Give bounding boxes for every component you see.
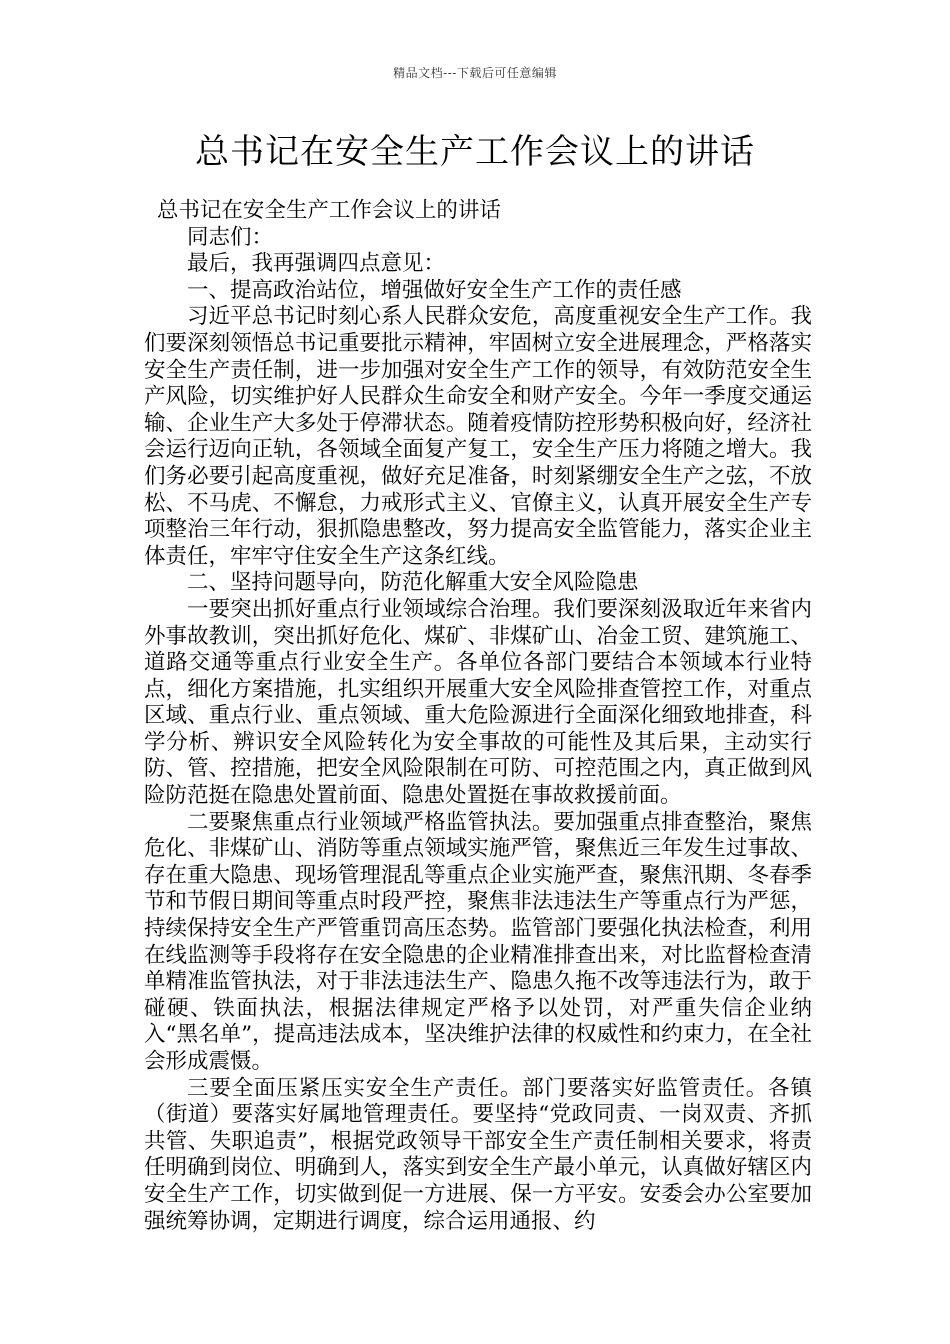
body-paragraph: 习近平总书记时刻心系人民群众安危，高度重视安全生产工作。我们要深刻领悟总书记重要批示精神，牢固树立安全进展理念，严格落实安全生产责任制，进一步加强对安全生产工作的领导，有效防范安全生产风险，切实维护好人民群众生命安全和财产安全。今年一季度交通运输、企业生产大多处于停滞状态。随着疫情防控形势积极向好，经济社会运行迈向正轨，各领域全面复产复工，安全生产压力将随之增大。我们务必要引起高度重视，做好充足准备，时刻紧绷安全生产之弦，不放松、不马虎、不懈怠，力戒形式主义、官僚主义，认真开展安全生产专项整治三年行动，狠抓隐患整改，努力提高安全监管能力，落实企业主体责任，牢牢守住安全生产这条红线。	[144, 304, 812, 569]
subtitle: 总书记在安全生产工作会议上的讲话	[156, 198, 501, 223]
intro-line: 最后，我再强调四点意见：	[187, 251, 446, 277]
section-heading-1: 一、提高政治站位，增强做好安全生产工作的责任感	[187, 277, 682, 303]
section-heading-2: 二、坚持问题导向，防范化解重大安全风险隐患	[187, 570, 639, 596]
header-note: 精品文档---下载后可任意编辑	[393, 66, 557, 80]
salutation: 同志们：	[187, 224, 274, 250]
body-paragraph: 二要聚焦重点行业领域严格监管执法。要加强重点排查整治，聚焦危化、非煤矿山、消防等重点领域实施严管，聚焦近三年发生过事故、存在重大隐患、现场管理混乱等重点企业实施严查，聚焦汛期、冬春季节和节假日期间等重点时段严控，聚焦非法违法生产等重点行为严惩，持续保持安全生产严管重罚高压态势。监管部门要强化执法检查，利用在线监测等手段将存在安全隐患的企业精准排查出来，对比监督检查清单精准监管执法，对于非法违法生产、隐患久拖不改等违法行为，敢于碰硬、铁面执法，根据法律规定严格予以处罚，对严重失信企业纳入“黑名单”，提高违法成本，坚决维护法律的权威性和约束力，在全社会形成震慑。	[144, 809, 812, 1074]
body-paragraph: 一要突出抓好重点行业领域综合治理。我们要深刻汲取近年来省内外事故教训，突出抓好危化、煤矿、非煤矿山、冶金工贸、建筑施工、道路交通等重点行业安全生产。各单位各部门要结合本领域本行业特点，细化方案措施，扎实组织开展重大安全风险排查管控工作，对重点区域、重点行业、重点领域、重大危险源进行全面深化细致地排查，科学分析、辨识安全风险转化为安全事故的可能性及其后果，主动实行防、管、控措施，把安全风险限制在可防、可控范围之内，真正做到风险防范挺在隐患处置前面、隐患处置挺在事故救援前面。	[144, 596, 812, 809]
body-paragraph: 三要全面压紧压实安全生产责任。部门要落实好监管责任。各镇（街道）要落实好属地管理责任。要坚持“党政同责、一岗双责、齐抓共管、失职追责”，根据党政领导干部安全生产责任制相关要求，将责任明确到岗位、明确到人，落实到安全生产最小单元，认真做好辖区内安全生产工作，切实做到促一方进展、保一方平安。安委会办公室要加强统筹协调，定期进行调度，综合运用通报、约	[144, 1075, 812, 1234]
document-title: 总书记在安全生产工作会议上的讲话	[195, 132, 755, 172]
document-body	[144, 198, 812, 1235]
